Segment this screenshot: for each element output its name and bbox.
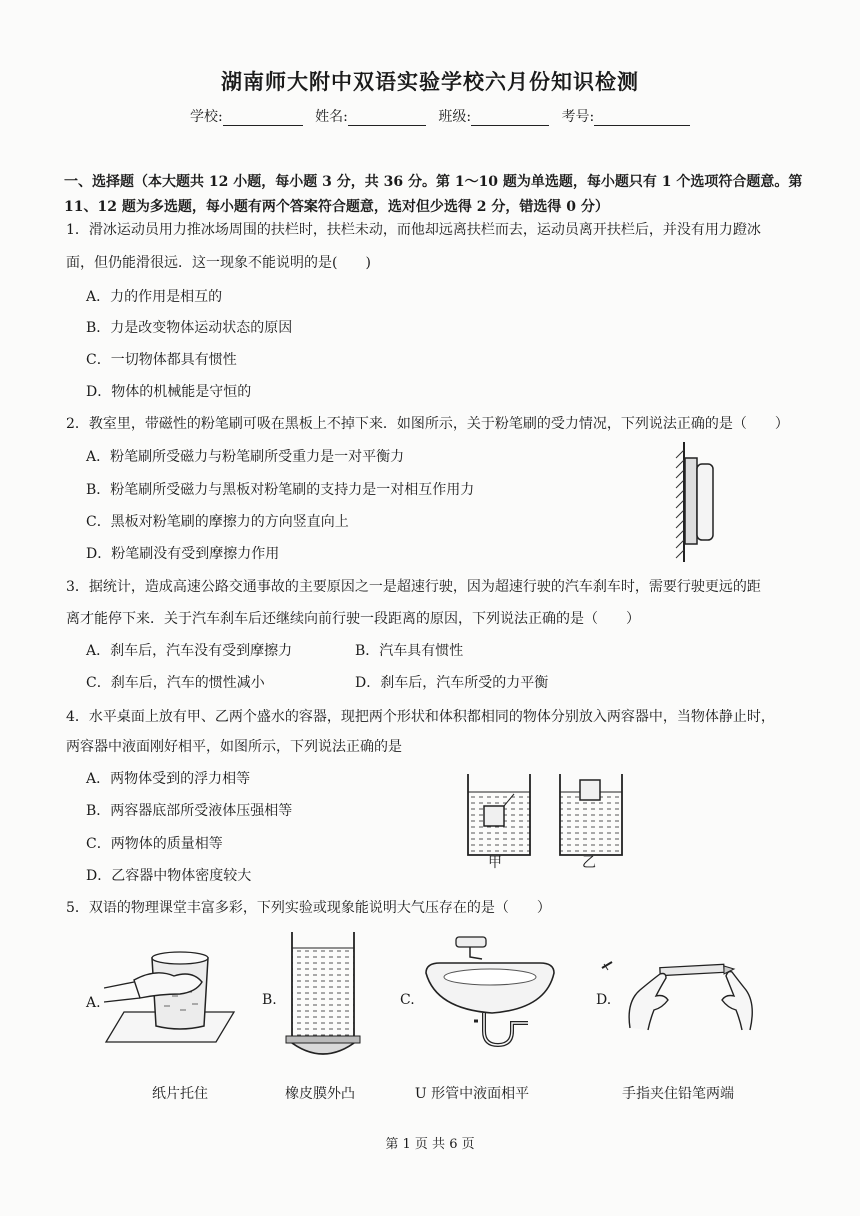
q4-stem-line2: 两容器中液面刚好相平，如图所示，下列说法正确的是 — [66, 739, 402, 755]
id-label: 考号: — [561, 109, 595, 125]
q5-caption-a: 纸片托住 — [152, 1086, 208, 1102]
q4-option-b: B．两容器底部所受液体压强相等 — [86, 803, 293, 819]
section-heading-line1: 一、选择题（本大题共 12 小题，每小题 3 分，共 36 分。第 1～10 题为单选题，每小题只有 1 个选项符合题意。第 — [64, 174, 803, 190]
name-label: 姓名: — [315, 109, 348, 125]
q2-stem-line1: 2．教室里，带磁性的粉笔刷可吸在黑板上不掉下来．如图所示，关于粉笔刷的受力情况，下列说法正确的是（ ） — [66, 416, 789, 432]
q5-caption-c: U 形管中液面相平 — [414, 1086, 530, 1102]
name-blank — [348, 111, 426, 126]
q2-option-a: A．粉笔刷所受磁力与粉笔刷所受重力是一对平衡力 — [86, 449, 405, 465]
q2-option-c: C．黑板对粉笔刷的摩擦力的方向竖直向上 — [86, 514, 349, 530]
q5-caption-b: 橡皮膜外凸 — [285, 1086, 355, 1102]
page-title: 湖南师大附中双语实验学校六月份知识检测 — [221, 69, 639, 94]
page-footer: 第 1 页 共 6 页 — [385, 1137, 475, 1152]
q1-stem-line1: 1．滑冰运动员用力推冰场周围的扶栏时，扶栏未动，而他却远离扶栏而去，运动员离开扶栏后，并没有用力蹬冰 — [66, 222, 761, 238]
q4-stem-line1: 4．水平桌面上放有甲、乙两个盛水的容器，现把两个形状和体积都相同的物体分别放入两容器中，当物体静止时， — [66, 709, 775, 725]
q1-option-a: A．力的作用是相互的 — [86, 289, 223, 305]
q3-stem-line1: 3．据统计，造成高速公路交通事故的主要原因之一是超速行驶，因为超速行驶的汽车刹车时，需要行驶更远的距 — [66, 579, 761, 595]
q5-figure-c-sink-utube — [420, 935, 560, 1060]
q3-stem-line2: 离才能停下来．关于汽车刹车后还继续向前行驶一段距离的原因，下列说法正确的是（ ） — [66, 611, 640, 627]
q3-option-d: D．刹车后，汽车所受的力平衡 — [355, 675, 549, 691]
section-heading-line2: 11、12 题为多选题，每小题有两个答案符合题意，选对但少选得 2 分，错选得 0 分） — [64, 199, 609, 215]
q4-figure-containers — [462, 770, 632, 860]
q4-option-a: A．两物体受到的浮力相等 — [86, 771, 251, 787]
q3-option-b: B．汽车具有惯性 — [355, 643, 464, 659]
q5-option-d-letter: D. — [596, 992, 612, 1008]
school-blank — [223, 111, 303, 126]
q4-figure-label-yi: 乙 — [582, 855, 596, 871]
section-heading — [64, 170, 804, 220]
q1-option-c: C．一切物体都具有惯性 — [86, 352, 237, 368]
student-info-row — [190, 106, 698, 126]
q3-option-a: A．刹车后，汽车没有受到摩擦力 — [86, 643, 293, 659]
q5-option-a-letter: A. — [86, 995, 101, 1011]
q1-option-b: B．力是改变物体运动状态的原因 — [86, 320, 293, 336]
q5-option-b-letter: B. — [262, 992, 277, 1008]
q5-figure-d-fingers-pencil — [600, 950, 780, 1040]
q5-figure-a-cup-paper — [104, 940, 254, 1048]
school-label: 学校: — [190, 109, 223, 125]
q4-figure-label-jia: 甲 — [488, 855, 502, 871]
q2-option-d: D．粉笔刷没有受到摩擦力作用 — [86, 546, 280, 562]
class-blank — [471, 111, 549, 126]
q1-stem-line2: 面，但仍能滑很远．这一现象不能说明的是( ) — [66, 255, 371, 271]
class-label: 班级: — [438, 109, 472, 125]
q4-option-c: C．两物体的质量相等 — [86, 836, 223, 852]
q2-figure-board-brush — [672, 440, 722, 565]
q2-option-b: B．粉笔刷所受磁力与黑板对粉笔刷的支持力是一对相互作用力 — [86, 482, 475, 498]
q5-stem-line1: 5．双语的物理课堂丰富多彩，下列实验或现象能说明大气压存在的是（ ） — [66, 900, 551, 916]
q1-option-d: D．物体的机械能是守恒的 — [86, 384, 252, 400]
q4-option-d: D．乙容器中物体密度较大 — [86, 868, 252, 884]
q3-option-c: C．刹车后，汽车的惯性减小 — [86, 675, 265, 691]
q5-caption-d: 手指夹住铅笔两端 — [622, 1086, 734, 1102]
id-blank — [594, 111, 690, 126]
q5-option-c-letter: C. — [400, 992, 415, 1008]
q5-figure-b-tube-membrane — [280, 930, 370, 1060]
